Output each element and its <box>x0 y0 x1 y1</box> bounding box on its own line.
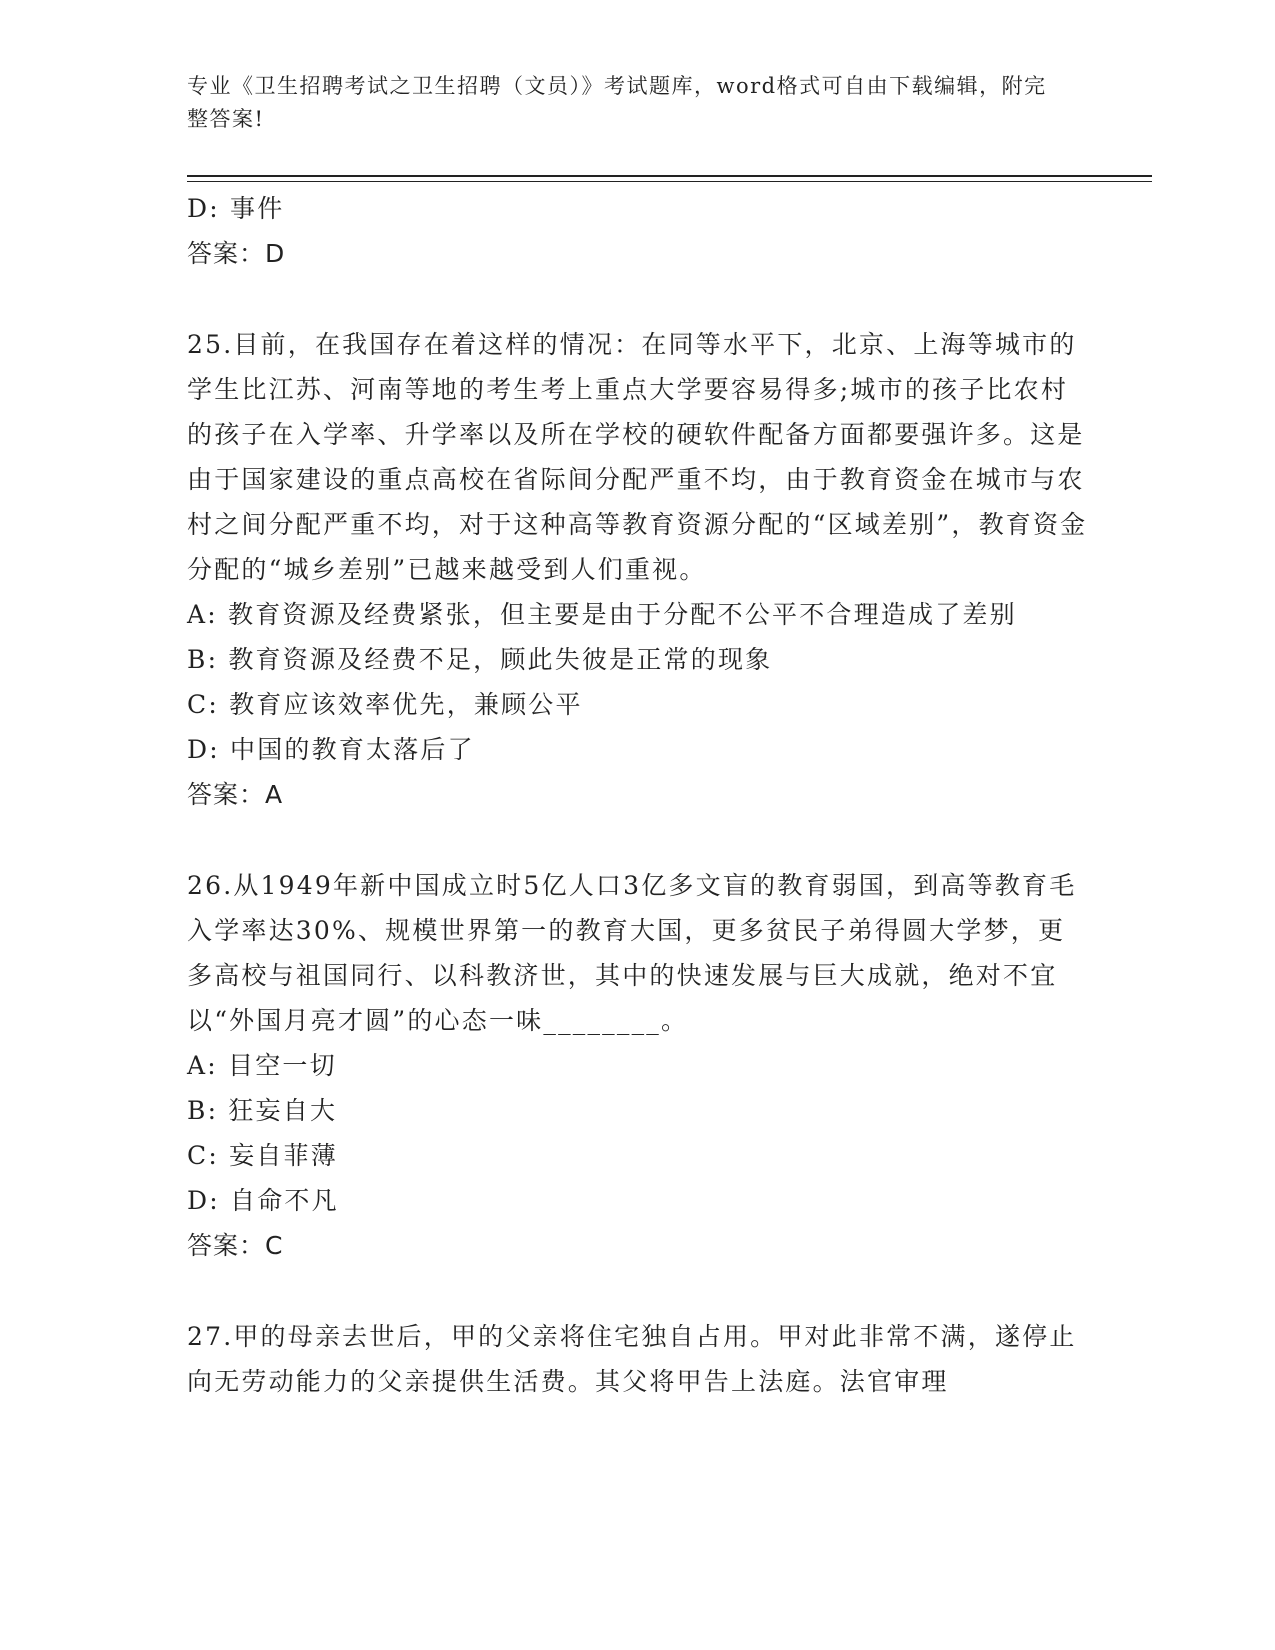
question-content <box>187 186 1092 1404</box>
option-b: B: 狂妄自大 <box>187 1096 338 1125</box>
question-stem: 26.从1949年新中国成立时5亿人口3亿多文盲的教育弱国，到高等教育毛入学率达30%、规模世界第一的教育大国，更多贫民子弟得圆大学梦，更多高校与祖国同行、以科教济世，其中的快速发展与巨大成就，绝对不宜以“外国月亮才圆”的心态一味________。 <box>187 871 1077 1035</box>
question-26 <box>187 863 1092 1268</box>
answer: 答案：A <box>187 780 284 809</box>
option-d: D: 事件 <box>187 194 285 223</box>
question-stem: 27.甲的母亲去世后，甲的父亲将住宅独自占用。甲对此非常不满，遂停止向无劳动能力的父亲提供生活费。其父将甲告上法庭。法官审理 <box>187 1322 1077 1396</box>
option-c: C: 教育应该效率优先，兼顾公平 <box>187 690 583 719</box>
option-d: D: 中国的教育太落后了 <box>187 735 475 764</box>
option-d: D: 自命不凡 <box>187 1186 339 1215</box>
option-c: C: 妄自菲薄 <box>187 1141 338 1170</box>
option-a: A: 教育资源及经费紧张，但主要是由于分配不公平不合理造成了差别 <box>187 600 1017 629</box>
header-divider <box>187 175 1152 177</box>
header-divider-thin <box>187 181 1152 182</box>
answer: 答案：D <box>187 239 286 268</box>
page-header: 专业《卫生招聘考试之卫生招聘（文员）》考试题库，word格式可自由下载编辑，附完整答案! <box>187 74 1047 131</box>
question-27 <box>187 1314 1092 1404</box>
option-b: B: 教育资源及经费不足，顾此失彼是正常的现象 <box>187 645 773 674</box>
question-25 <box>187 322 1092 817</box>
answer: 答案：C <box>187 1231 284 1260</box>
question-stem: 25.目前，在我国存在着这样的情况：在同等水平下，北京、上海等城市的学生比江苏、河南等地的考生考上重点大学要容易得多;城市的孩子比农村的孩子在入学率、升学率以及所在学校的硬软件配备方面都要强许多。这是由于国家建设的重点高校在省际间分配严重不均，由于教育资金在城市与农村之间分配严重不均，对于这种高等教育资源分配的“区域差别”，教育资金分配的“城乡差别”已越来越受到人们重视。 <box>187 330 1088 584</box>
option-a: A: 目空一切 <box>187 1051 337 1080</box>
